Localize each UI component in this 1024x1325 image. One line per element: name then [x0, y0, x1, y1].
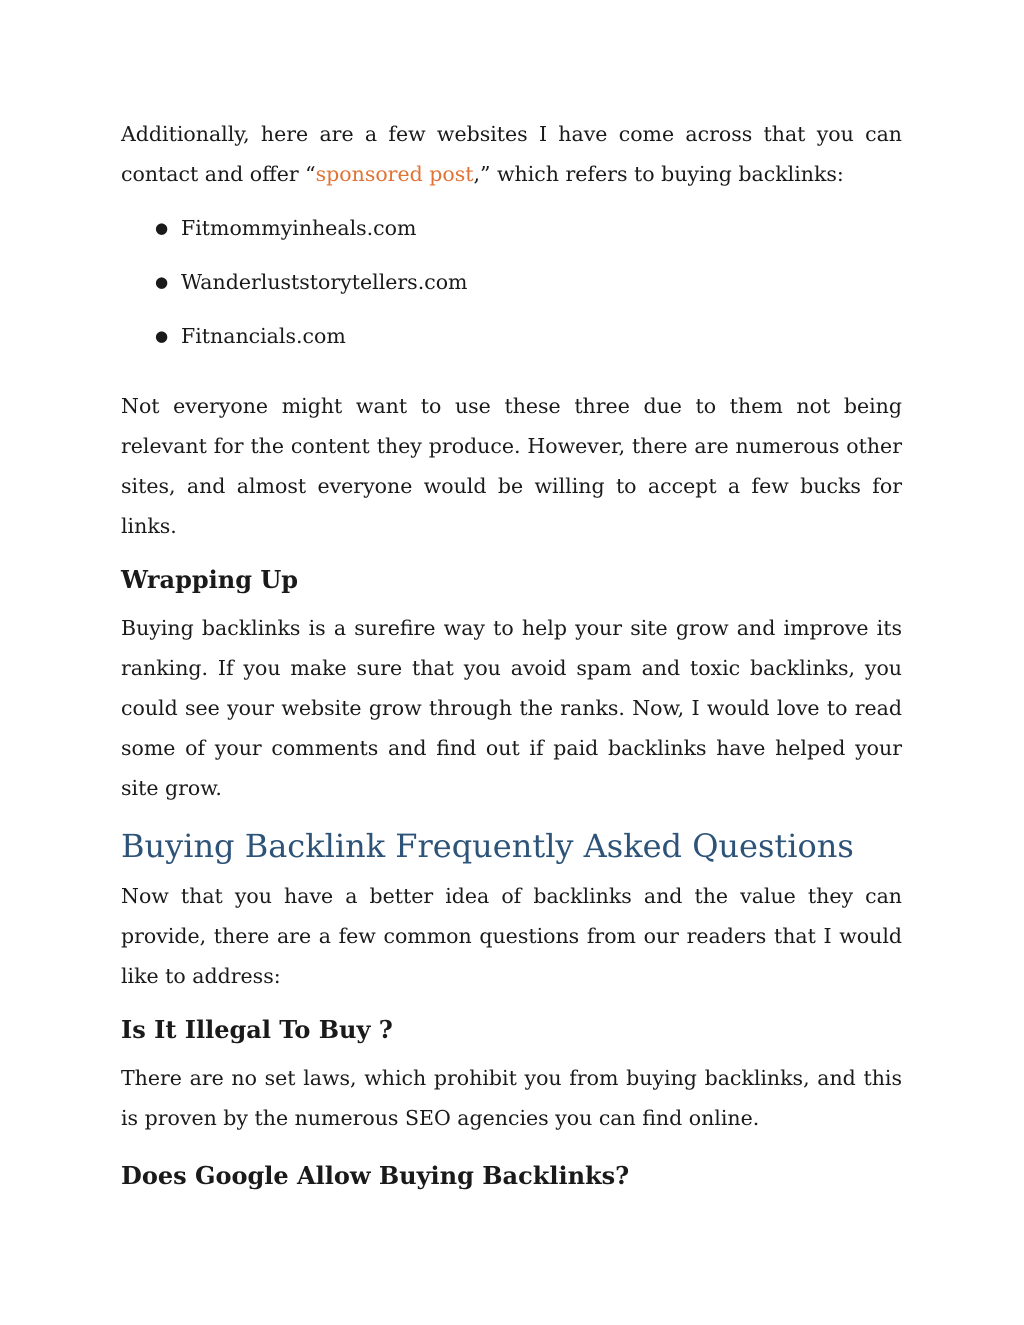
question-1-heading: Is It Illegal To Buy ?	[121, 1015, 393, 1044]
wrapping-up-heading: Wrapping Up	[121, 565, 299, 594]
faq-intro-paragraph: Now that you have a better idea of backlinks and the value they can provide, there are a few common questions from our readers that I would like to address:	[121, 884, 902, 988]
document-page	[121, 114, 902, 1192]
site-list	[121, 201, 902, 363]
list-item	[121, 309, 902, 363]
faq-heading: Buying Backlink Frequently Asked Questions	[121, 827, 854, 865]
not-everyone-paragraph: Not everyone might want to use these three due to them not being relevant for the content they produce. However, there are numerous other sites, and almost everyone would be willing to accept a few bucks for links.	[121, 394, 902, 538]
site-name: Wanderluststorytellers.com	[181, 270, 468, 294]
list-item	[121, 255, 902, 309]
list-item	[121, 201, 902, 255]
intro-text-before: Additionally, here are a few websites I have come across that you can contact and offer “	[121, 122, 902, 186]
wrapping-up-paragraph: Buying backlinks is a surefire way to help your site grow and improve its ranking. If you make sure that you avoid spam and toxic backlinks, you could see your website grow through the ranks. Now, I would love to read some of your comments and find out if paid backlinks have helped your site grow.	[121, 616, 902, 800]
site-name: Fitnancials.com	[181, 324, 346, 348]
intro-paragraph	[121, 114, 902, 194]
question-1-answer: There are no set laws, which prohibit you from buying backlinks, and this is proven by the numerous SEO agencies you can find online.	[121, 1066, 902, 1130]
question-2-heading: Does Google Allow Buying Backlinks?	[121, 1161, 630, 1190]
bullet-icon: ●	[155, 273, 169, 291]
intro-text-after: ,” which refers to buying backlinks:	[473, 162, 844, 186]
bullet-icon: ●	[155, 219, 169, 237]
site-name: Fitmommyinheals.com	[181, 216, 417, 240]
sponsored-post-link[interactable]: sponsored post	[315, 162, 474, 186]
bullet-icon: ●	[155, 327, 169, 345]
